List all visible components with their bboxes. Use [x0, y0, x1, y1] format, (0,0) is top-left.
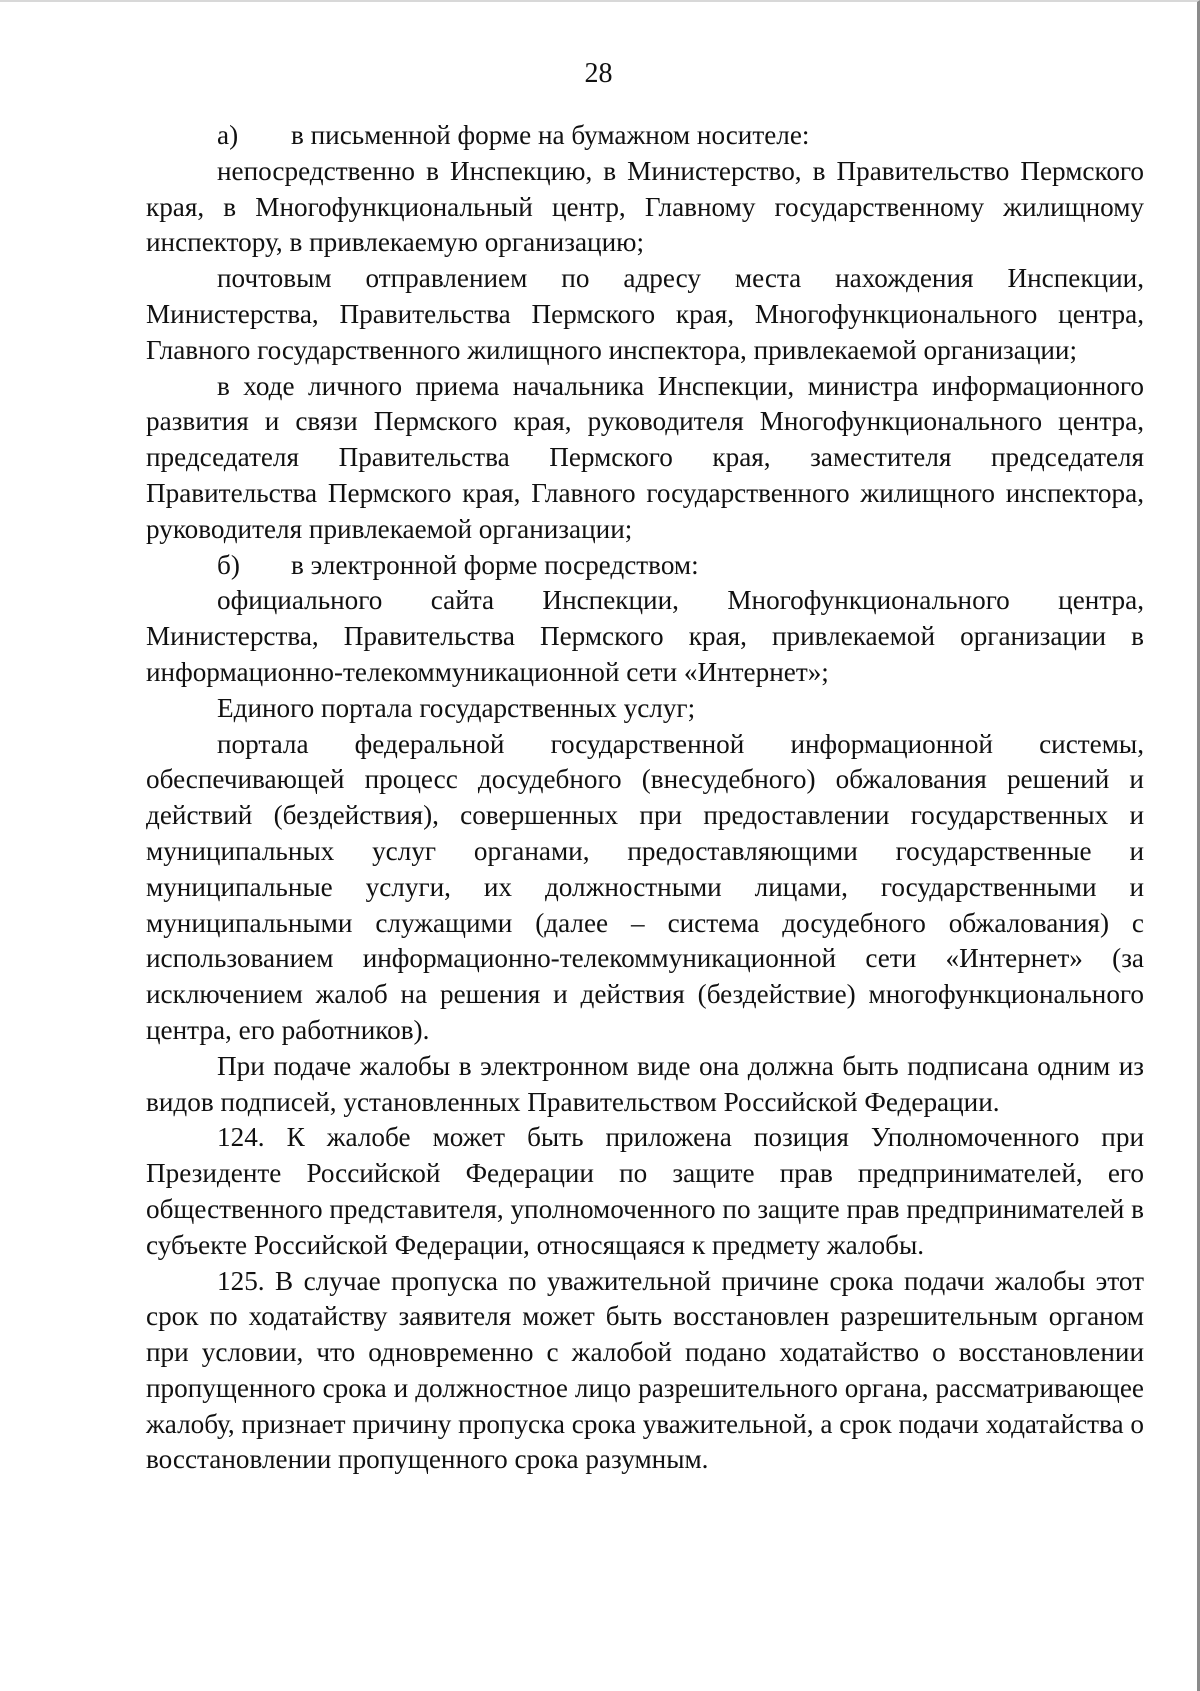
paragraph-postal: почтовым отправлением по адресу места нахождения Инспекции, Министерства, Правительства Пермского края, Многофункционального центра, Главного государственного жилищного инспектора, привлекаемой организации;: [146, 263, 1144, 365]
document-body: [146, 118, 1144, 1478]
paragraph-unified-portal: Единого портала государственных услуг;: [217, 692, 696, 723]
item-a-letter: а): [217, 120, 239, 150]
paragraph-federal-portal: портала федеральной государственной информационной системы, обеспечивающей процесс досудебного (внесудебного) обжалования решений и действий (бездействия), совершенных при предоставлении государственных и муниципальных услуг органами, предоставляющими государственные и муниципальные услуги, их должностными лицами, государственными и муниципальными служащими (далее – система досудебного обжалования) с использованием информационно-телекоммуникационной сети «Интернет» (за исключением жалоб на решения и действия (бездействие) многофункционального центра, его работников).: [146, 728, 1144, 1045]
item-a-text: в письменной форме на бумажном носителе:: [291, 120, 810, 150]
page-number: 28: [584, 58, 613, 89]
paragraph-personal-reception: в ходе личного приема начальника Инспекции, министра информационного развития и связи Пермского края, руководителя Многофункционального центра, председателя Правительства Пермского края, заместителя председателя Правительства Пермского края, Главного государственного жилищного инспектора, руководителя привлекаемой организации;: [146, 370, 1144, 544]
item-b-letter: б): [217, 549, 240, 580]
paragraph-official-site: официального сайта Инспекции, Многофункционального центра, Министерства, Правительства Пермского края, привлекаемой организации в информационно-телекоммуникационной сети «Интернет»;: [146, 585, 1144, 687]
paragraph-electronic-signature: При подаче жалобы в электронном виде она должна быть подписана одним из видов подписей, установленных Правительством Российской Федерации.: [146, 1050, 1144, 1117]
paragraph-direct-submission: непосредственно в Инспекцию, в Министерство, в Правительство Пермского края, в Многофункциональный центр, Главному государственному жилищному инспектору, в привлекаемую организацию;: [146, 155, 1144, 258]
item-a: [146, 118, 1144, 154]
paragraph-124: 124. К жалобе может быть приложена позиция Уполномоченного при Президенте Российской Федерации по защите прав предпринимателей, его общественного представителя, уполномоченного по защите прав предпринимателей в субъекте Российской Федерации, относящаяся к предмету жалобы.: [146, 1122, 1144, 1260]
paragraph-125: 125. В случае пропуска по уважительной причине срока подачи жалобы этот срок по ходатайству заявителя может быть восстановлен разрешительным органом при условии, что одновременно с жалобой подано ходатайство о восстановлении пропущенного срока и должностное лицо разрешительного органа, рассматривающее жалобу, признает причину пропуска срока уважительной, а срок подачи ходатайства о восстановлении пропущенного срока разумным.: [146, 1265, 1144, 1475]
item-b-text: в электронной форме посредством:: [291, 549, 699, 580]
item-b: [146, 548, 1144, 584]
